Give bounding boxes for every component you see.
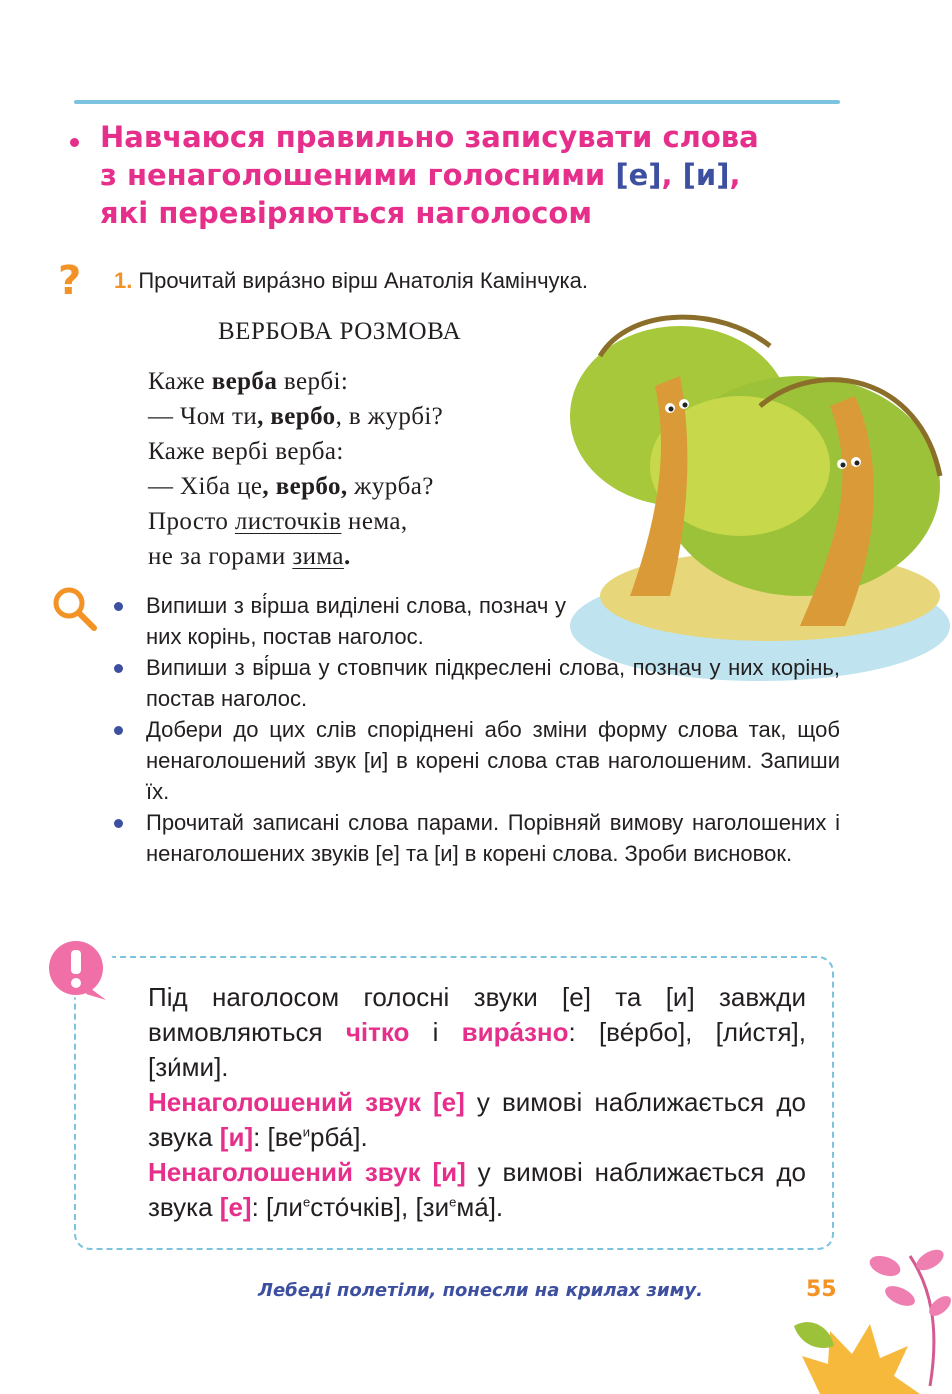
heading-line-2: з ненаголошеними голосними [е], [и],	[100, 158, 741, 192]
poem-title: ВЕРБОВА РОЗМОВА	[218, 318, 462, 345]
magnifier-icon	[50, 584, 100, 634]
task-number: 1.	[114, 268, 133, 293]
poem-line: Просто листочків нема,	[148, 508, 408, 535]
task-bullets	[114, 590, 840, 869]
list-item: Прочитай записані слова парами. Порівняй вимову наголошених і ненаголошених звуків [е] та [и] в корені слова. Зроби висновок.	[114, 807, 840, 869]
section-heading	[70, 118, 830, 232]
top-divider	[74, 100, 840, 104]
rule-text: Під наголосом голосні звуки [е] та [и] завжди вимовляються чітко і вира́зно: [ве́рбо], [ли́стя], [зи́ми]. Ненаголошений звук [е] у вимові наближається до звука [и]: $[ве^ирба́]$. Ненаголошений звук [и] у вимові наближається до звука [е]: $[ли^есто́чків]$, $[зи^ема́]$.	[148, 982, 806, 1222]
poem-line: — Хіба це, вербо, журба?	[148, 473, 434, 500]
list-item: Випиши з ві́рша виділені слова, познач у них корінь, постав наголос.	[114, 590, 566, 652]
footer-proverb: Лебеді полетіли, понесли на крилах зиму.	[258, 1280, 703, 1301]
heading-line-3: які перевіряються наголосом	[100, 196, 593, 230]
bullet-dot	[114, 726, 123, 735]
page-number: 55	[806, 1277, 837, 1302]
list-item: Добери до цих слів споріднені або зміни форму слова так, щоб ненаголошений звук [и] в корені слова став наголошеним. Запиши їх.	[114, 714, 840, 807]
poem-line: Каже верба вербі:	[148, 368, 349, 395]
heading-line-1: Навчаюся правильно записувати слова	[100, 120, 759, 154]
bullet-dot	[114, 819, 123, 828]
poem-line: не за горами зима.	[148, 543, 351, 570]
bullet-dot	[114, 664, 123, 673]
task-text: Прочитай вира́зно вірш Анатолія Камінчука.	[138, 268, 589, 293]
task-1	[114, 268, 588, 294]
heading-bullet	[70, 138, 79, 147]
bullet-dot	[114, 602, 123, 611]
poem	[148, 364, 443, 574]
poem-line: Каже вербі верба:	[148, 438, 344, 465]
poem-line: — Чом ти, вербо, в журбі?	[148, 403, 444, 430]
exclamation-icon	[42, 940, 118, 1004]
leaves-decoration	[790, 1246, 952, 1394]
list-item: Випиши з ві́рша у стовпчик підкреслені слова, познач у них корінь, постав наголос.	[114, 652, 840, 714]
question-icon: ?	[58, 258, 82, 304]
